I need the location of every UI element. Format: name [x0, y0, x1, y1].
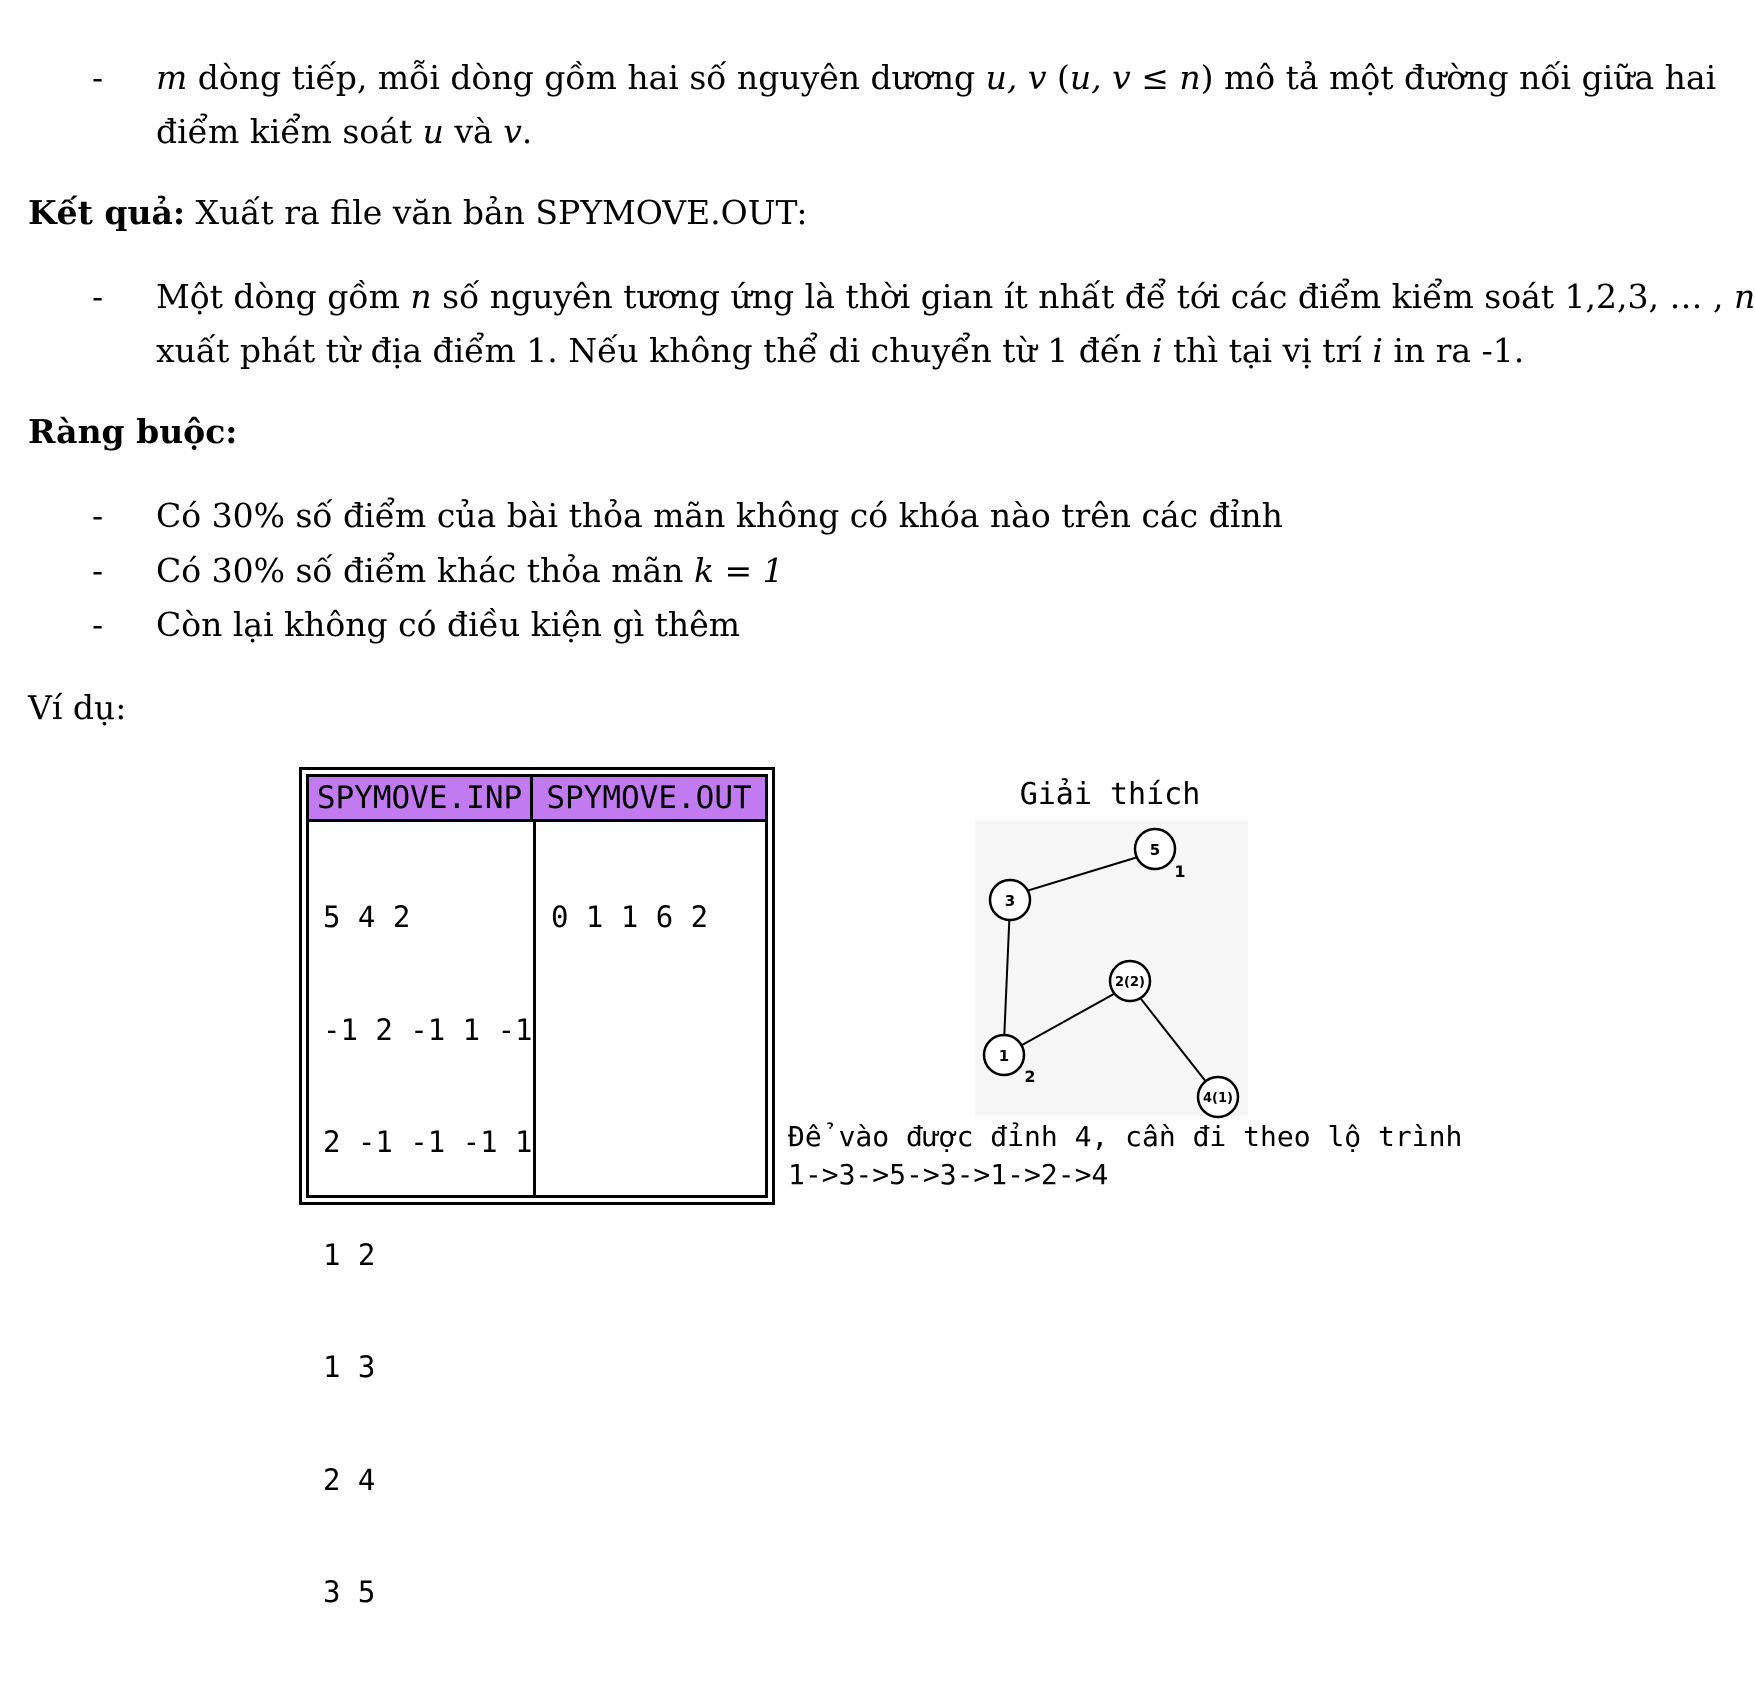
math-k: k = 1 [693, 551, 784, 590]
node-5-label: 5 [1149, 841, 1161, 859]
input-line: 1 2 [323, 1237, 376, 1272]
text: dòng tiếp, mỗi dòng gồm hai số nguyên dương [187, 58, 986, 97]
output-line: 0 1 1 6 2 [551, 900, 709, 934]
bullet: - [92, 58, 104, 97]
explain-note-2: 1->3->5->3->1->2->4 [788, 1158, 1109, 1191]
input-line: -1 2 -1 1 -1 [323, 1012, 533, 1047]
text: . [521, 112, 533, 151]
text: và [443, 112, 504, 151]
math-i: i [1372, 331, 1383, 370]
text: xuất phát từ địa điểm 1. Nếu không thể di chuyển từ 1 đến [156, 331, 1152, 370]
text: số nguyên tương ứng là thời gian ít nhất để tới các điểm kiểm soát 1,2,3, … , [431, 277, 1734, 316]
edge-3-5 [1010, 857, 1138, 896]
result-text: Xuất ra file văn bản SPYMOVE.OUT: [185, 193, 808, 232]
math-v: v [503, 112, 522, 151]
input-line: 3 5 [323, 1575, 376, 1609]
result-label: Kết quả: [28, 193, 186, 232]
header-inp: SPYMOVE.INP [309, 777, 533, 822]
input-line: 2 -1 -1 -1 1 [323, 1125, 533, 1159]
text: điểm kiểm soát [156, 112, 423, 151]
text: Có 30% số điểm khác thỏa mãn [156, 551, 694, 590]
node-3-label: 3 [1004, 892, 1016, 910]
math-uv: u, v [985, 58, 1047, 97]
bullet: - [92, 277, 104, 316]
math-n: n [1733, 277, 1755, 316]
text: ) mô tả một đường nối giữa hai [1200, 58, 1717, 97]
math-i: i [1151, 331, 1163, 370]
node-4-label: 4(1) [1203, 1091, 1233, 1106]
input-line: 1 3 [323, 1350, 376, 1384]
header-out: SPYMOVE.OUT [533, 777, 765, 822]
constraint-item: Còn lại không có điều kiện gì thêm [156, 605, 741, 644]
edge-1-2 [1004, 985, 1130, 1055]
explain-note-1: Để vào được đỉnh 4, cần đi theo lộ trình [788, 1120, 1463, 1153]
text: Một dòng gồm [156, 277, 411, 316]
math-u: u [422, 112, 444, 151]
node-5-sub: 1 [1174, 862, 1186, 881]
constraints-heading: Ràng buộc: [28, 412, 238, 451]
node-1-label: 1 [998, 1047, 1010, 1065]
input-line: 5 4 2 [323, 900, 411, 934]
math-cond: u, v ≤ n [1069, 58, 1201, 97]
math-m: m [156, 58, 188, 97]
edge-3-1 [1004, 904, 1010, 1042]
example-label: Ví dụ: [28, 688, 127, 727]
constraint-item: Có 30% số điểm của bài thỏa mãn không có khóa nào trên các đỉnh [156, 496, 1283, 535]
text: thì tại vị trí [1162, 331, 1373, 370]
bullet: - [92, 496, 104, 535]
explain-title: Giải thích [1019, 777, 1201, 812]
node-1-sub: 2 [1024, 1067, 1036, 1086]
text: ( [1046, 58, 1070, 97]
node-2-label: 2(2) [1115, 975, 1145, 990]
text: in ra -1. [1382, 331, 1525, 370]
edge-2-4 [1130, 985, 1218, 1097]
math-n: n [410, 277, 432, 316]
bullet: - [92, 551, 104, 590]
input-line: 2 4 [323, 1462, 376, 1497]
bullet: - [92, 605, 104, 644]
